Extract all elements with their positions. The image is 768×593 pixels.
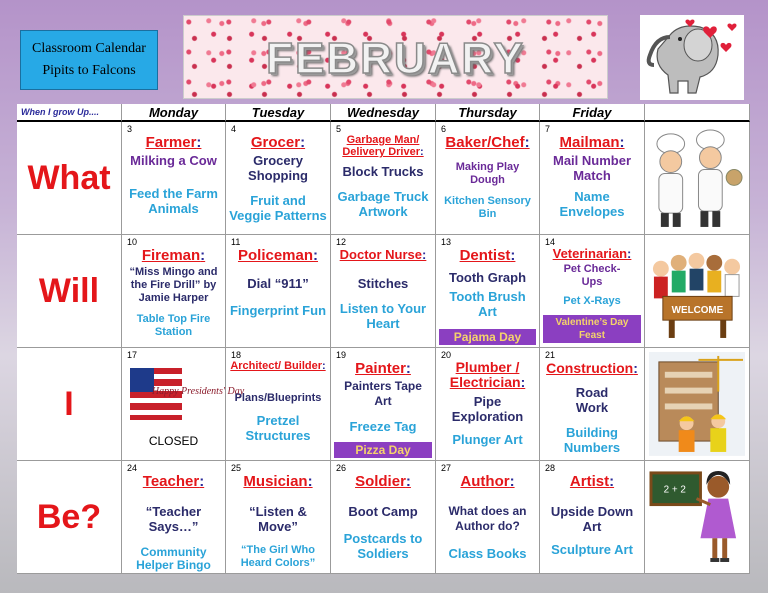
row-word-will: Will bbox=[17, 235, 122, 348]
row-word-i: I bbox=[17, 348, 122, 461]
job-title: Garbage Man/ Delivery Driver: bbox=[342, 134, 424, 158]
activity-1: Upside Down Art bbox=[550, 504, 634, 534]
event-tag: Pizza Day bbox=[334, 442, 432, 458]
activity-1: Plans/Blueprints bbox=[234, 392, 322, 404]
construction-image bbox=[645, 348, 750, 461]
chalkboard-text: 2 + 2 bbox=[663, 484, 686, 496]
job-title: Soldier: bbox=[355, 473, 411, 490]
activity-1: Dial “911” bbox=[247, 276, 309, 291]
day-cell bbox=[331, 348, 436, 461]
job-title: Policeman: bbox=[237, 247, 319, 264]
header-tuesday: Tuesday bbox=[226, 104, 331, 122]
header-thursday: Thursday bbox=[436, 104, 540, 122]
day-number: 26 bbox=[336, 463, 347, 473]
activity-2: Pretzel Structures bbox=[245, 413, 311, 443]
day-cell bbox=[226, 348, 331, 461]
job-title: Painter: bbox=[355, 360, 411, 377]
month-title: FEBRUARY bbox=[266, 34, 525, 83]
row-word-what: What bbox=[17, 122, 122, 235]
header-when-i-grow-up: When I grow Up.... bbox=[17, 104, 122, 122]
activity-2: “The Girl Who Heard Colors” bbox=[240, 544, 316, 569]
job-title: Teacher: bbox=[142, 473, 205, 490]
activity-2: Listen to Your Heart bbox=[339, 301, 427, 331]
activity-1: Painters Tape Art bbox=[344, 379, 422, 408]
row-word-be: Be? bbox=[17, 461, 122, 574]
day-cell bbox=[436, 235, 540, 348]
day-number: 17 bbox=[127, 350, 138, 360]
header-wednesday: Wednesday bbox=[331, 104, 436, 122]
day-cell bbox=[540, 348, 645, 461]
day-number: 6 bbox=[441, 124, 447, 134]
activity-2: Garbage Truck Artwork bbox=[337, 189, 429, 219]
day-cell bbox=[540, 122, 645, 235]
activity-1: What does an Author do? bbox=[448, 504, 527, 533]
day-cell bbox=[226, 122, 331, 235]
day-number: 3 bbox=[127, 124, 133, 134]
job-title: Artist: bbox=[569, 473, 615, 490]
activity-2: Postcards to Soldiers bbox=[343, 531, 423, 561]
job-title: Construction: bbox=[546, 360, 638, 376]
calendar-title: Classroom Calendar bbox=[32, 41, 146, 56]
teacher-image bbox=[645, 461, 750, 574]
activity-1: “Listen & Move” bbox=[249, 504, 307, 534]
job-title: Plumber / Electrician: bbox=[449, 359, 526, 390]
job-title: Dentist: bbox=[459, 247, 516, 264]
activity-2: Pet X-Rays bbox=[563, 295, 621, 307]
activity-2: Sculpture Art bbox=[551, 542, 633, 557]
job-title: Grocer: bbox=[250, 134, 306, 151]
activity-1: Tooth Graph bbox=[448, 270, 527, 285]
activity-1: Pipe Exploration bbox=[451, 394, 524, 424]
day-number: 13 bbox=[441, 237, 452, 247]
activity-1: “Teacher Says…” bbox=[145, 504, 202, 534]
event-tag: Valentine’s Day Feast bbox=[543, 315, 641, 343]
activity-1: Grocery Shopping bbox=[248, 153, 308, 183]
activity-2: Community Helper Bingo bbox=[136, 545, 211, 572]
job-title: Author: bbox=[460, 473, 515, 490]
class-name: Pipits to Falcons bbox=[42, 63, 136, 78]
month-banner bbox=[183, 15, 608, 99]
job-title: Doctor Nurse: bbox=[339, 247, 427, 262]
activity-1: Stitches bbox=[357, 276, 409, 291]
day-cell bbox=[122, 122, 226, 235]
activity-2: Name Envelopes bbox=[559, 189, 625, 219]
activity-2: Kitchen Sensory Bin bbox=[444, 195, 531, 220]
activity-2: Building Numbers bbox=[563, 425, 621, 455]
activity-2: Tooth Brush Art bbox=[449, 289, 526, 319]
presidents-day-image bbox=[126, 360, 245, 430]
day-number: 21 bbox=[545, 350, 556, 360]
activity-1: Boot Camp bbox=[348, 504, 418, 519]
day-number: 11 bbox=[231, 237, 241, 247]
day-cell bbox=[540, 235, 645, 348]
community-helpers-image bbox=[645, 235, 750, 348]
activity-1: Block Trucks bbox=[342, 164, 424, 179]
job-title: Musician: bbox=[243, 473, 313, 490]
job-title: Farmer: bbox=[145, 134, 202, 151]
day-number: 19 bbox=[336, 350, 347, 360]
day-number: 28 bbox=[545, 463, 556, 473]
calendar-grid bbox=[17, 104, 750, 574]
day-number: 10 bbox=[127, 237, 138, 247]
header-monday: Monday bbox=[122, 104, 226, 122]
job-title: Mailman: bbox=[559, 134, 625, 151]
day-number: 24 bbox=[127, 463, 138, 473]
day-cell bbox=[331, 235, 436, 348]
elephant-hearts-image bbox=[640, 15, 744, 100]
day-number: 27 bbox=[441, 463, 452, 473]
activity-1: Mail Number Match bbox=[552, 153, 631, 183]
activity-1: Road Work bbox=[575, 385, 609, 415]
day-number: 14 bbox=[545, 237, 556, 247]
welcome-sign: WELCOME bbox=[671, 305, 724, 317]
day-cell bbox=[226, 461, 331, 574]
day-number: 25 bbox=[231, 463, 242, 473]
day-cell bbox=[540, 461, 645, 574]
day-number: 4 bbox=[231, 124, 237, 134]
day-cell bbox=[122, 461, 226, 574]
activity-2: Table Top Fire Station bbox=[136, 313, 211, 338]
activity-2: Plunger Art bbox=[452, 432, 523, 447]
activity-1: Pet Check-Ups bbox=[563, 263, 621, 288]
header-friday: Friday bbox=[540, 104, 645, 122]
event-tag: Pajama Day bbox=[439, 329, 536, 345]
day-cell bbox=[436, 122, 540, 235]
activity-2: Fingerprint Fun bbox=[229, 303, 327, 318]
day-cell bbox=[226, 235, 331, 348]
chefs-image bbox=[645, 122, 750, 235]
day-number: 12 bbox=[336, 237, 347, 247]
day-cell bbox=[331, 461, 436, 574]
day-number: 18 bbox=[231, 350, 242, 360]
job-title: Fireman: bbox=[141, 247, 206, 264]
header-pictures bbox=[645, 104, 750, 122]
activity-2: Fruit and Veggie Patterns bbox=[229, 193, 327, 223]
activity-1: Milking a Cow bbox=[130, 153, 217, 168]
activity-1: Making Play Dough bbox=[455, 161, 520, 186]
day-number: 20 bbox=[441, 350, 452, 360]
day-cell bbox=[436, 461, 540, 574]
day-cell bbox=[122, 235, 226, 348]
activity-2: Freeze Tag bbox=[349, 419, 417, 434]
day-cell bbox=[436, 348, 540, 461]
day-number: 5 bbox=[336, 124, 342, 134]
day-number: 7 bbox=[545, 124, 551, 134]
activity-1: “Miss Mingo and the Fire Drill” by Jamie Harper bbox=[129, 266, 218, 304]
closed-label: CLOSED bbox=[148, 434, 199, 448]
presidents-day-card-text: Happy Presidents' Day bbox=[151, 386, 245, 397]
activity-2: Feed the Farm Animals bbox=[129, 186, 218, 216]
job-title: Veterinarian: bbox=[552, 246, 632, 261]
day-cell bbox=[331, 122, 436, 235]
job-title: Architect/ Builder: bbox=[230, 360, 326, 372]
activity-2: Class Books bbox=[448, 546, 527, 561]
job-title: Baker/Chef: bbox=[445, 134, 530, 151]
calendar-title-box bbox=[20, 30, 158, 90]
